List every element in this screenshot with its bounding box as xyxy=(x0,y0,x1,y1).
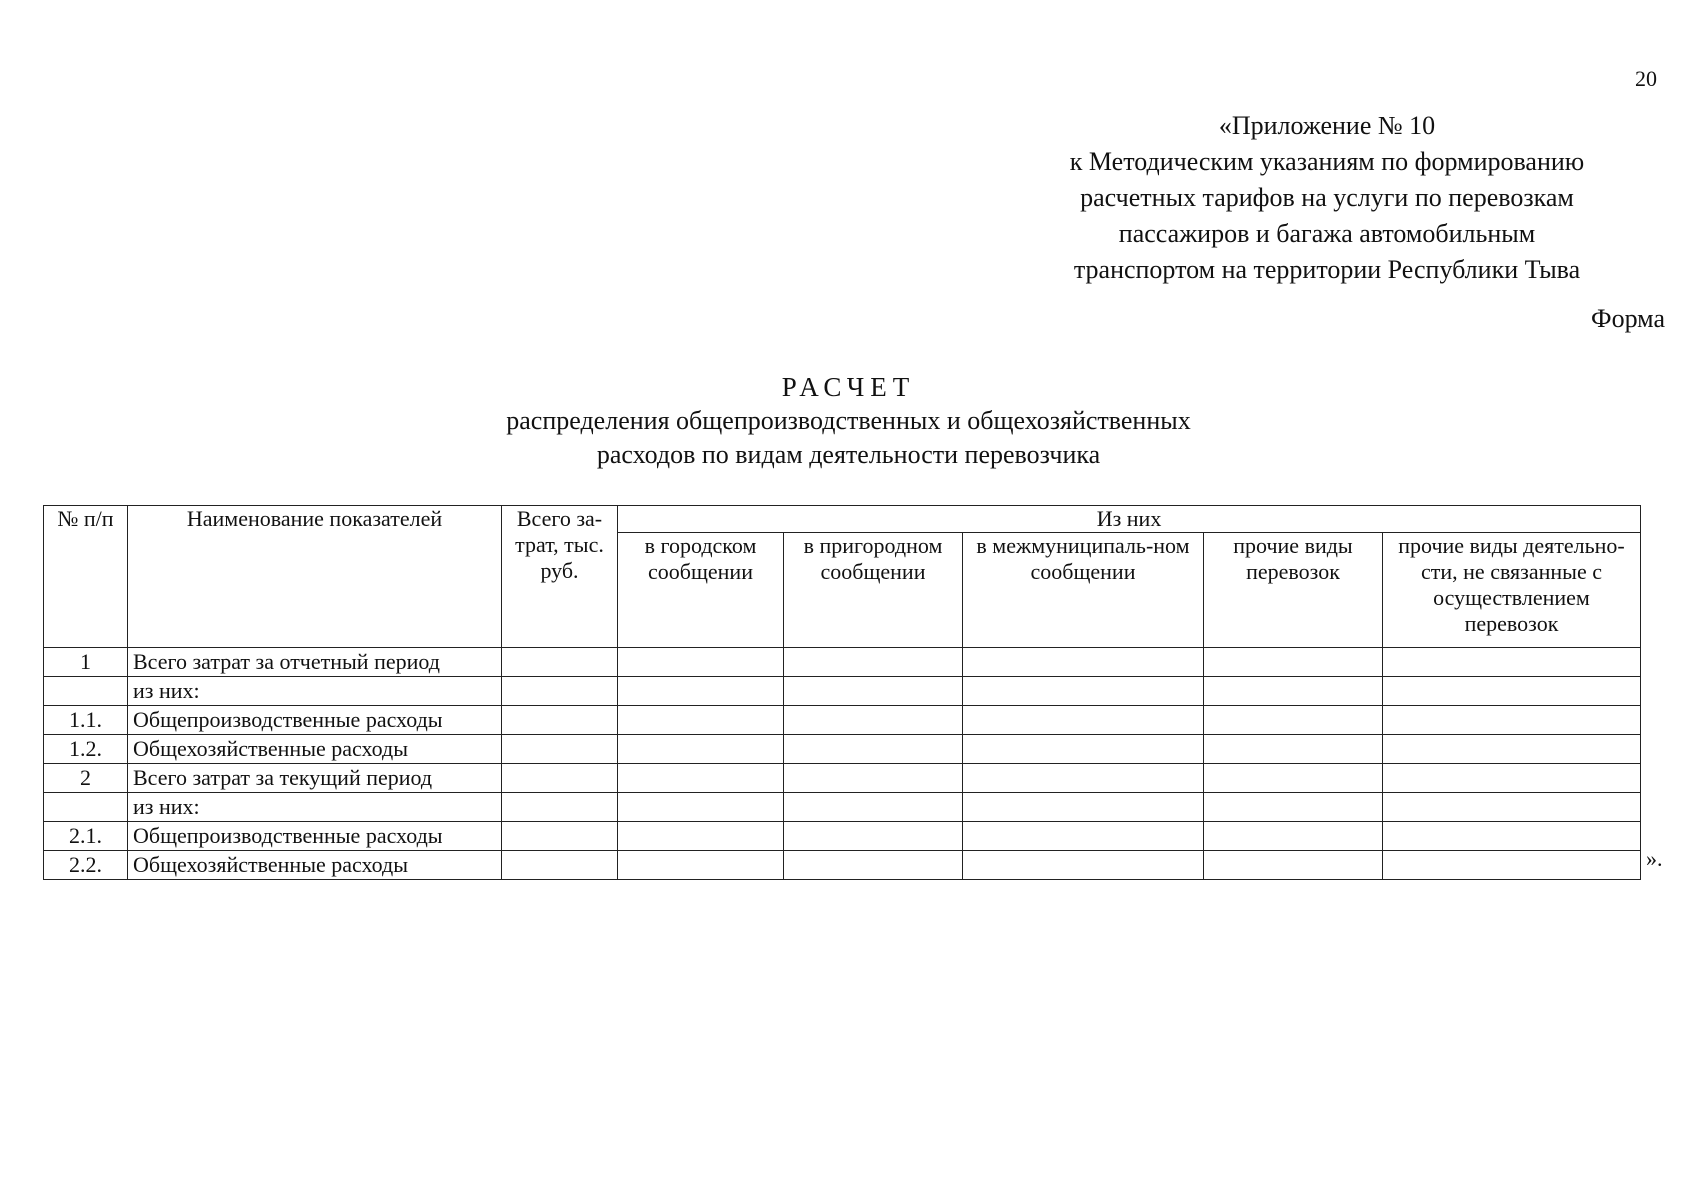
cell-suburban xyxy=(784,706,963,735)
cell-other-activities xyxy=(1383,677,1641,706)
row-num: 1 xyxy=(44,648,128,677)
header-urban: в городском сообщении xyxy=(618,533,784,648)
cell-total xyxy=(502,648,618,677)
cell-urban xyxy=(618,706,784,735)
row-name: Общепроизводственные расходы xyxy=(128,706,502,735)
cell-intermunicipal xyxy=(963,851,1204,880)
cell-intermunicipal xyxy=(963,735,1204,764)
header-num: № п/п xyxy=(44,506,128,648)
cell-suburban xyxy=(784,648,963,677)
row-num: 2.2. xyxy=(44,851,128,880)
cell-urban xyxy=(618,735,784,764)
table-row xyxy=(44,851,1641,880)
cell-total xyxy=(502,764,618,793)
cell-other-transport xyxy=(1204,677,1383,706)
row-name: Общехозяйственные расходы xyxy=(128,735,502,764)
cell-urban xyxy=(618,822,784,851)
cell-other-transport xyxy=(1204,764,1383,793)
document-title: РАСЧЕТ xyxy=(781,372,916,402)
row-num xyxy=(44,793,128,822)
appendix-line: расчетных тарифов на услуги по перевозкам xyxy=(1080,183,1574,212)
cell-suburban xyxy=(784,764,963,793)
cell-suburban xyxy=(784,735,963,764)
header-group: Из них xyxy=(618,506,1641,533)
cell-total xyxy=(502,851,618,880)
row-num: 2.1. xyxy=(44,822,128,851)
cell-other-transport xyxy=(1204,822,1383,851)
cell-other-transport xyxy=(1204,735,1383,764)
appendix-line: пассажиров и багажа автомобильным xyxy=(1118,219,1536,248)
header-other-transport: прочие виды перевозок xyxy=(1204,533,1383,648)
closing-quote: ». xyxy=(1646,846,1663,871)
page-number: 20 xyxy=(1635,66,1657,91)
row-name: из них: xyxy=(128,793,502,822)
table-row xyxy=(44,793,1641,822)
row-name: Общепроизводственные расходы xyxy=(128,822,502,851)
document-subtitle xyxy=(0,404,1697,472)
cell-other-transport xyxy=(1204,648,1383,677)
row-num: 1.1. xyxy=(44,706,128,735)
row-name: Всего затрат за текущий период xyxy=(128,764,502,793)
header-other-activities: прочие виды деятельно-сти, не связанные с осуществлением перевозок xyxy=(1383,533,1641,648)
cell-total xyxy=(502,677,618,706)
cell-other-activities xyxy=(1383,735,1641,764)
subtitle-line: расходов по видам деятельности перевозчика xyxy=(596,440,1101,469)
cell-total xyxy=(502,735,618,764)
table-row xyxy=(44,822,1641,851)
cell-suburban xyxy=(784,793,963,822)
cell-total xyxy=(502,706,618,735)
subtitle-line: распределения общепроизводственных и общехозяйственных xyxy=(506,406,1191,435)
calculation-table xyxy=(43,505,1641,880)
row-name: Всего затрат за отчетный период xyxy=(128,648,502,677)
cell-other-transport xyxy=(1204,793,1383,822)
cell-urban xyxy=(618,648,784,677)
cell-urban xyxy=(618,764,784,793)
header-intermunicipal: в межмуниципаль-ном сообщении xyxy=(963,533,1204,648)
table-row xyxy=(44,648,1641,677)
cell-intermunicipal xyxy=(963,822,1204,851)
cell-other-transport xyxy=(1204,706,1383,735)
cell-other-activities xyxy=(1383,822,1641,851)
appendix-header xyxy=(1007,108,1647,288)
cell-other-activities xyxy=(1383,648,1641,677)
cell-total xyxy=(502,793,618,822)
form-label: Форма xyxy=(1591,304,1665,333)
cell-total xyxy=(502,822,618,851)
cell-intermunicipal xyxy=(963,793,1204,822)
row-num: 1.2. xyxy=(44,735,128,764)
table-row xyxy=(44,735,1641,764)
cell-intermunicipal xyxy=(963,764,1204,793)
header-suburban: в пригородном сообщении xyxy=(784,533,963,648)
cell-suburban xyxy=(784,822,963,851)
cell-intermunicipal xyxy=(963,677,1204,706)
cell-intermunicipal xyxy=(963,706,1204,735)
cell-other-activities xyxy=(1383,706,1641,735)
header-total: Всего за-трат, тыс. руб. xyxy=(502,506,618,648)
table-row xyxy=(44,677,1641,706)
cell-intermunicipal xyxy=(963,648,1204,677)
cell-suburban xyxy=(784,677,963,706)
appendix-line: «Приложение № 10 xyxy=(1218,111,1436,140)
table-row xyxy=(44,706,1641,735)
cell-urban xyxy=(618,851,784,880)
cell-other-activities xyxy=(1383,793,1641,822)
row-num: 2 xyxy=(44,764,128,793)
appendix-line: транспортом на территории Республики Тыва xyxy=(1073,255,1581,284)
appendix-line: к Методическим указаниям по формированию xyxy=(1069,147,1585,176)
table-row xyxy=(44,764,1641,793)
row-name: Общехозяйственные расходы xyxy=(128,851,502,880)
cell-other-transport xyxy=(1204,851,1383,880)
row-name: из них: xyxy=(128,677,502,706)
cell-urban xyxy=(618,793,784,822)
cell-other-activities xyxy=(1383,764,1641,793)
cell-urban xyxy=(618,677,784,706)
cell-other-activities xyxy=(1383,851,1641,880)
header-name: Наименование показателей xyxy=(128,506,502,648)
row-num xyxy=(44,677,128,706)
cell-suburban xyxy=(784,851,963,880)
